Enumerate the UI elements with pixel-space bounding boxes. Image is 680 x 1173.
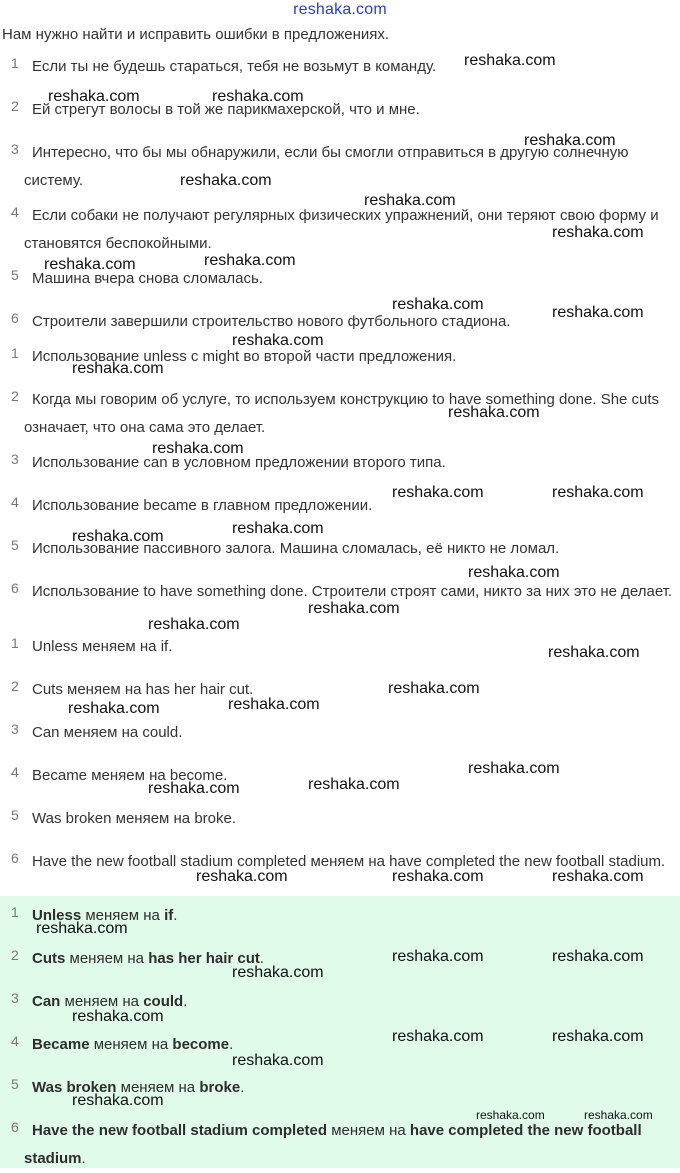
task-intro: Нам нужно найти и исправить ошибки в предложениях. xyxy=(2,26,390,43)
connector-text: меняем на xyxy=(327,1122,410,1139)
item-number: 1 xyxy=(11,635,19,651)
watermark: reshaka.com xyxy=(308,600,400,617)
item-number: 1 xyxy=(11,345,19,361)
watermark: reshaka.com xyxy=(232,1052,324,1069)
watermark: reshaka.com xyxy=(448,404,540,421)
item-number: 1 xyxy=(11,904,19,920)
watermark: reshaka.com xyxy=(232,964,324,981)
watermark: reshaka.com xyxy=(552,484,644,501)
end-punct: . xyxy=(240,1079,245,1096)
item-text: Cuts меняем на has her hair cut. xyxy=(32,681,254,698)
item-number: 3 xyxy=(11,141,19,157)
watermark: reshaka.com xyxy=(464,52,556,69)
connector-text: меняем на xyxy=(116,1079,200,1096)
watermark: reshaka.com xyxy=(232,332,324,349)
item-number: 6 xyxy=(11,1119,19,1135)
correct-word: has her hair cut xyxy=(148,950,260,967)
correct-word: have completed the new football stadium xyxy=(24,1122,642,1167)
item-number: 2 xyxy=(11,388,19,404)
item-text: Was broken меняем на broke. xyxy=(32,810,237,827)
end-punct: . xyxy=(81,1150,86,1167)
item-text: Ей стрегут волосы в той же парикмахерской, что и мне. xyxy=(32,101,420,118)
watermark: reshaka.com xyxy=(364,192,456,209)
item-text: Have the new football stadium completed меняем на have completed the new football stadium. xyxy=(32,853,666,870)
watermark: reshaka.com xyxy=(68,700,160,717)
watermark: reshaka.com xyxy=(72,1008,164,1025)
item-number: 1 xyxy=(11,55,19,71)
watermark: reshaka.com xyxy=(72,360,164,377)
wrong-word: Cuts xyxy=(32,950,66,967)
item-text: Строители завершили строительство нового футбольного стадиона. xyxy=(32,313,511,330)
item-text: Использование to have something done. Строители строят сами, никто за них это не делает. xyxy=(32,583,673,600)
item-number: 2 xyxy=(11,678,19,694)
watermark: reshaka.com xyxy=(392,948,484,965)
connector-text: меняем на xyxy=(60,993,144,1010)
correct-word: could xyxy=(143,993,184,1010)
watermark: reshaka.com xyxy=(548,644,640,661)
item-text: Unless меняем на if. xyxy=(32,638,173,655)
item-text: Использование unless с might во второй части предложения. xyxy=(32,348,457,365)
item-number: 4 xyxy=(11,1033,19,1049)
item-number: 6 xyxy=(11,580,19,596)
wrong-word: Was broken xyxy=(32,1079,117,1096)
item-text: Когда мы говорим об услуге, то используем конструкцию to have something done. She cuts означает, что она сама это делает. xyxy=(24,391,660,436)
item-number: 3 xyxy=(11,990,19,1006)
end-punct: . xyxy=(183,993,188,1010)
watermark: reshaka.com xyxy=(148,780,240,797)
item-number: 6 xyxy=(11,850,19,866)
watermark: reshaka.com xyxy=(232,520,324,537)
watermark: reshaka.com xyxy=(552,948,644,965)
item-text: Can меняем на could. xyxy=(32,724,183,741)
watermark: reshaka.com xyxy=(392,296,484,313)
watermark: reshaka.com xyxy=(468,564,560,581)
site-header-link[interactable]: reshaka.com xyxy=(293,1,387,18)
watermark: reshaka.com xyxy=(72,1092,164,1109)
wrong-word: Became xyxy=(32,1036,90,1053)
item-text: Интересно, что бы мы обнаружили, если бы смогли отправиться в другую солнечную систему. xyxy=(24,144,629,189)
watermark: reshaka.com xyxy=(308,776,400,793)
item-number: 2 xyxy=(11,98,19,114)
watermark: reshaka.com xyxy=(552,868,644,885)
item-text: Если ты не будешь стараться, тебя не возьмут в команду. xyxy=(32,58,437,75)
item-number: 4 xyxy=(11,204,19,220)
item-number: 5 xyxy=(11,1076,19,1092)
item-text: Использование пассивного залога. Машина сломалась, её никто не ломал. xyxy=(32,540,560,557)
watermark: reshaka.com xyxy=(552,1028,644,1045)
end-punct: . xyxy=(173,907,178,924)
item-number: 5 xyxy=(11,807,19,823)
watermark: reshaka.com xyxy=(212,88,304,105)
connector-text: меняем на xyxy=(89,1036,173,1053)
watermark: reshaka.com xyxy=(524,132,616,149)
watermark: reshaka.com xyxy=(228,696,320,713)
watermark: reshaka.com xyxy=(468,760,560,777)
correct-word: if xyxy=(164,907,174,924)
item-number: 4 xyxy=(11,764,19,780)
connector-text: меняем на xyxy=(81,907,165,924)
watermark: reshaka.com xyxy=(148,616,240,633)
watermark: reshaka.com xyxy=(392,484,484,501)
item-text: Использование became в главном предложении. xyxy=(32,497,373,514)
watermark: reshaka.com xyxy=(48,88,140,105)
item-number: 4 xyxy=(11,494,19,510)
watermark: reshaka.com xyxy=(388,680,480,697)
item-number: 6 xyxy=(11,310,19,326)
item-number: 5 xyxy=(11,537,19,553)
item-text: Became меняем на become. xyxy=(32,767,228,784)
item-number: 2 xyxy=(11,947,19,963)
watermark: reshaka.com xyxy=(196,868,288,885)
item-number: 3 xyxy=(11,451,19,467)
item-text: Если собаки не получают регулярных физических упражнений, они теряют свою форму и становятся беспокойными. xyxy=(24,207,659,252)
end-punct: . xyxy=(229,1036,234,1053)
watermark: reshaka.com xyxy=(552,304,644,321)
item-number: 5 xyxy=(11,267,19,283)
watermark: reshaka.com xyxy=(204,252,296,269)
watermark: reshaka.com xyxy=(392,868,484,885)
watermark: reshaka.com xyxy=(476,1108,545,1122)
watermark: reshaka.com xyxy=(44,256,136,273)
wrong-word: Can xyxy=(32,993,61,1010)
wrong-word: Have the new football stadium completed xyxy=(32,1122,328,1139)
item-text: Использование can в условном предложении второго типа. xyxy=(32,454,446,471)
end-punct: . xyxy=(259,950,265,967)
wrong-word: Unless xyxy=(32,907,82,924)
connector-text: меняем на xyxy=(65,950,149,967)
watermark: reshaka.com xyxy=(180,172,272,189)
watermark: reshaka.com xyxy=(552,224,644,241)
watermark: reshaka.com xyxy=(584,1108,653,1122)
correct-word: become xyxy=(172,1036,230,1053)
watermark: reshaka.com xyxy=(72,528,164,545)
correct-word: broke xyxy=(199,1079,241,1096)
item-text: Машина вчера снова сломалась. xyxy=(32,270,263,287)
watermark: reshaka.com xyxy=(392,1028,484,1045)
answer-text xyxy=(24,1117,674,1173)
item-number: 3 xyxy=(11,721,19,737)
watermark: reshaka.com xyxy=(36,920,128,937)
watermark: reshaka.com xyxy=(152,440,244,457)
